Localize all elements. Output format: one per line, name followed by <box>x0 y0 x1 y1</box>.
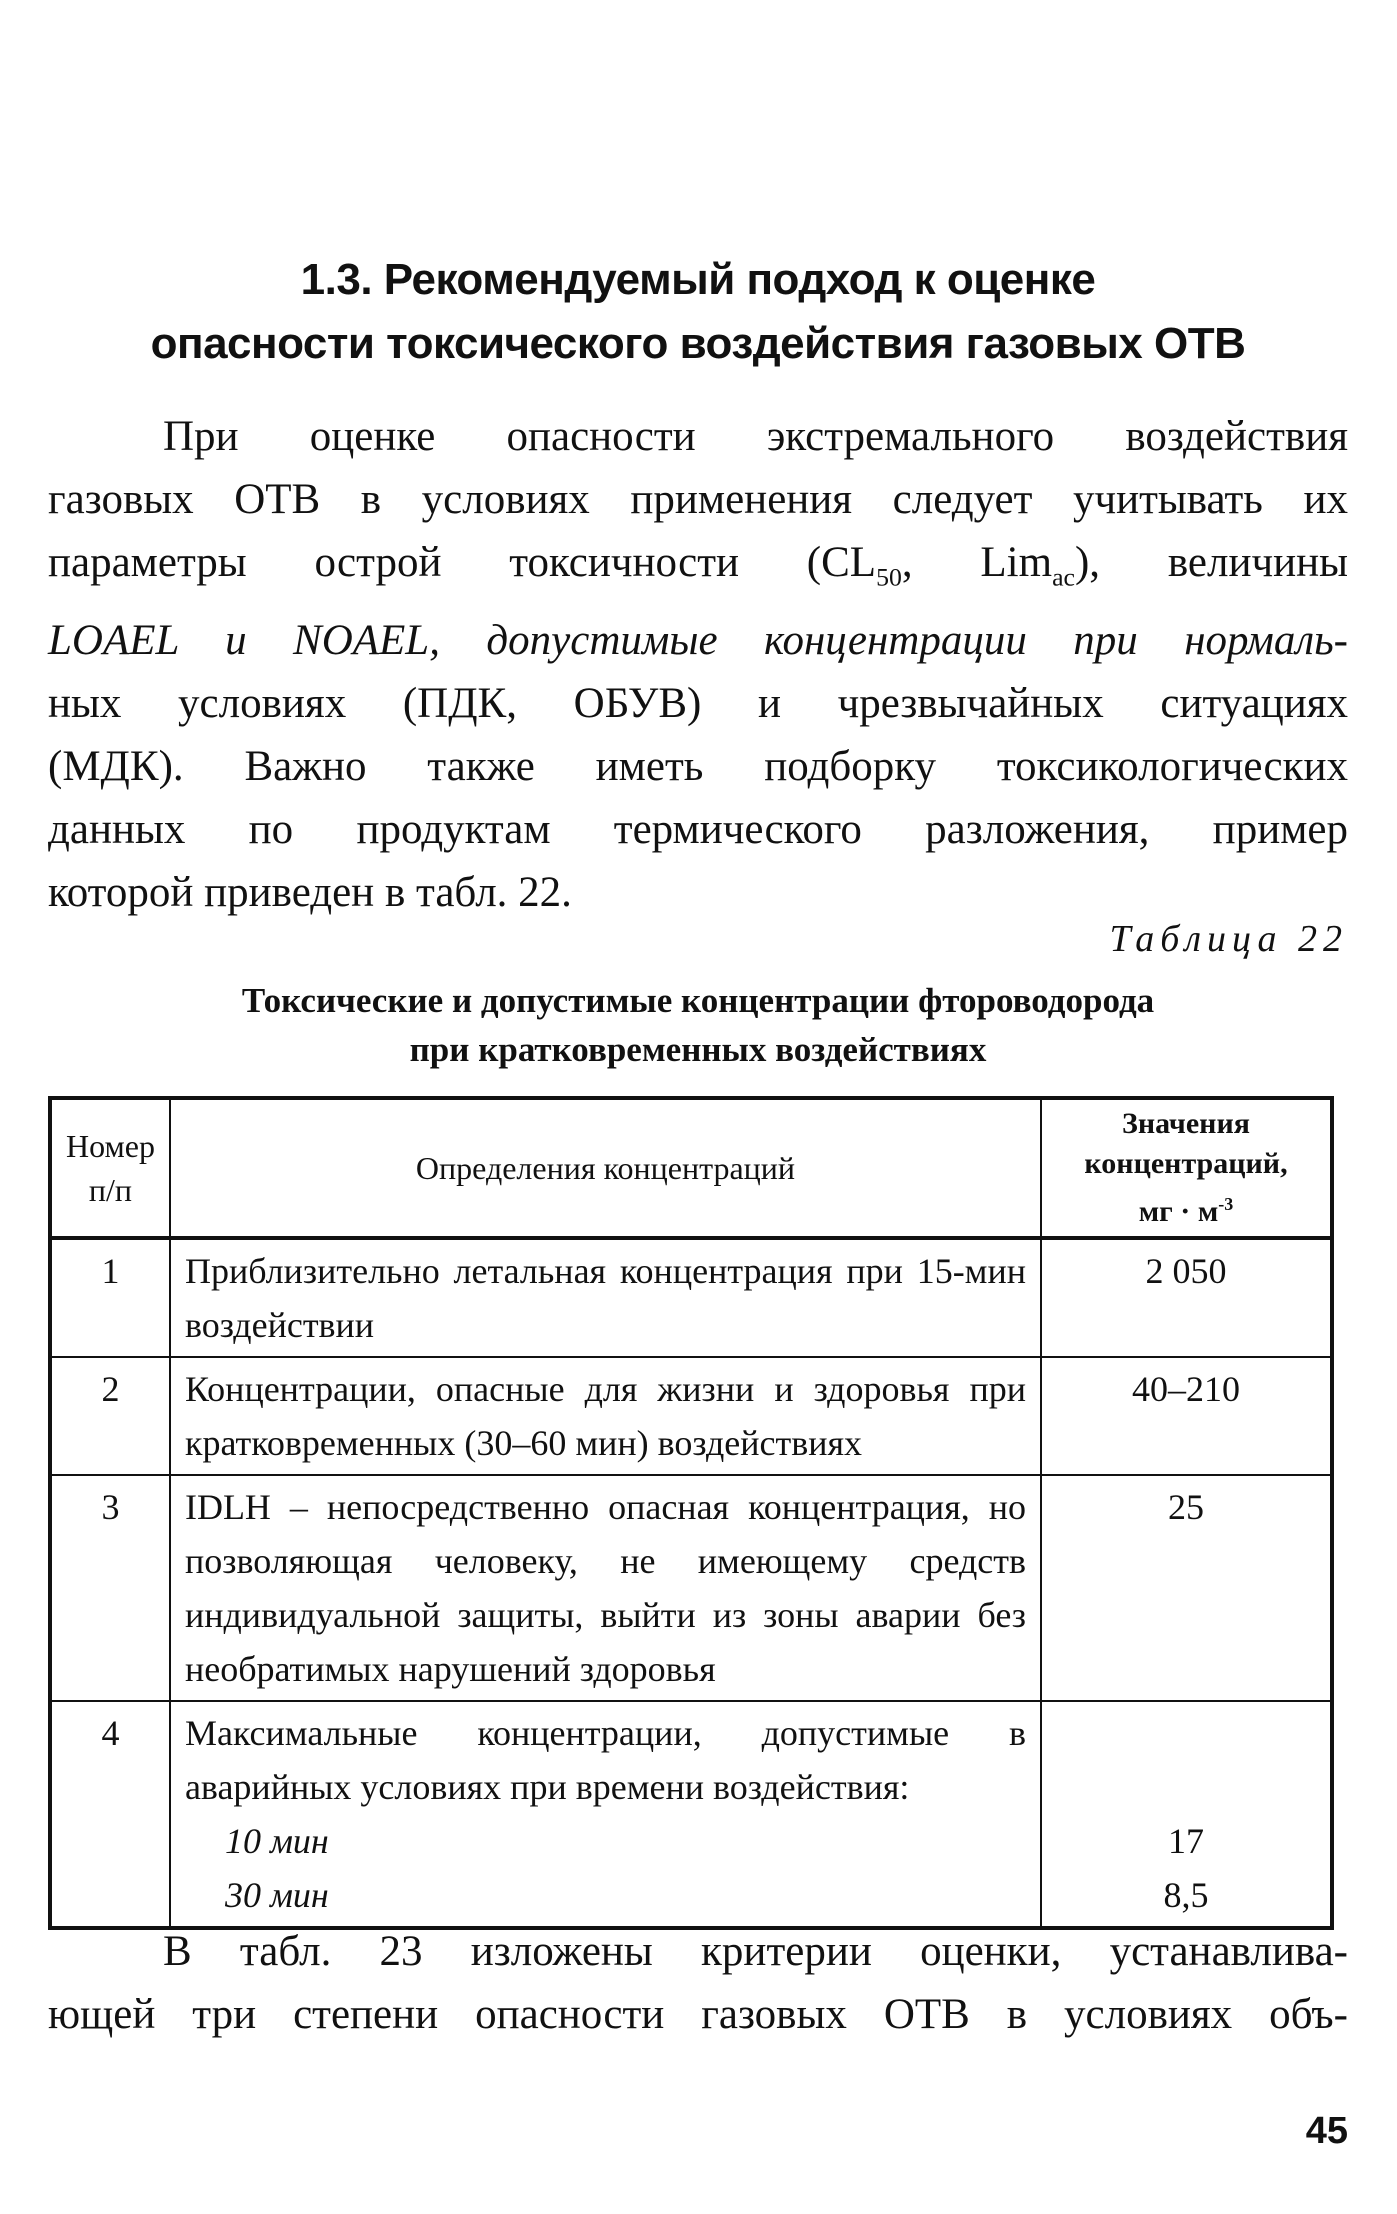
section-title <box>48 248 1348 376</box>
paragraph-line: ющей три степени опасности газовых ОТВ в условиях объ- <box>48 1991 1348 2038</box>
row-value <box>1041 1701 1332 1928</box>
paragraph-line: При оценке опасности экстремального воздействия <box>163 413 1348 460</box>
row-value: 25 <box>1041 1475 1332 1701</box>
paragraph-line: газовых ОТВ в условиях применения следует учитывать их <box>48 476 1348 523</box>
row-value: 40–210 <box>1041 1357 1332 1475</box>
header-number: Номер п/п <box>50 1098 170 1238</box>
paragraph-line: LOAEL и NOAEL, допустимые концентрации при нормаль- <box>48 616 1348 664</box>
section-title-line-1: 1.3. Рекомендуемый подход к оценке <box>300 255 1096 304</box>
row-number: 4 <box>50 1701 170 1928</box>
table-caption <box>48 976 1348 1074</box>
sub-duration-10: 10 мин <box>224 1821 329 1861</box>
paragraph-line: В табл. 23 изложены критерии оценки, устанавлива- <box>163 1928 1348 1975</box>
book-page <box>48 0 1348 2214</box>
row-definition <box>170 1701 1041 1928</box>
table-row <box>50 1701 1332 1928</box>
sub-duration-30: 30 мин <box>224 1875 329 1915</box>
table-row <box>50 1357 1332 1475</box>
row-definition: IDLH – непосредственно опасная концентрация, но позволяющая человеку, не имеющему средств индивидуальной защиты, выйти из зоны аварии без необратимых нарушений здоровья <box>170 1475 1041 1701</box>
table-caption-line-2: при кратковременных воздействиях <box>409 1030 987 1069</box>
closing-paragraph <box>48 1920 1348 2046</box>
sub-value-30: 8,5 <box>1163 1875 1209 1915</box>
concentrations-table <box>48 1096 1334 1930</box>
table-header-row <box>50 1098 1332 1238</box>
paragraph-line: параметры острой токсичности ($CL_{50}$, Lim$_{ac}$), величины <box>48 539 1348 592</box>
sub-value-10: 17 <box>1168 1821 1204 1861</box>
table-row <box>50 1475 1332 1701</box>
intro-paragraph <box>48 405 1348 924</box>
header-value: Значения концентраций, мг · $м^{-3}$ <box>1041 1098 1332 1238</box>
row-number: 3 <box>50 1475 170 1701</box>
table-row <box>50 1238 1332 1357</box>
page-number: 45 <box>1305 2110 1348 2152</box>
header-definition: Определения концентраций <box>170 1098 1041 1238</box>
paragraph-line: которой приведен в табл. 22. <box>48 868 572 916</box>
row-number: 2 <box>50 1357 170 1475</box>
paragraph-line: (МДК). Важно также иметь подборку токсикологических <box>48 742 1348 790</box>
row-definition: Приблизительно летальная концентрация при 15-мин воздействии <box>170 1238 1041 1357</box>
row-definition-text: Максимальные концентрации, допустимые в аварийных условиях при времени воздействия: <box>184 1713 1026 1807</box>
table-label: Таблица 22 <box>1109 918 1348 960</box>
row-definition: Концентрации, опасные для жизни и здоровья при кратковременных (30–60 мин) воздействиях <box>170 1357 1041 1475</box>
row-value: 2 050 <box>1041 1238 1332 1357</box>
section-title-line-2: опасности токсического воздействия газовых ОТВ <box>150 319 1246 368</box>
paragraph-line: данных по продуктам термического разложения, пример <box>48 805 1348 853</box>
row-number: 1 <box>50 1238 170 1357</box>
paragraph-line: ных условиях (ПДК, ОБУВ) и чрезвычайных ситуациях <box>48 679 1348 727</box>
table-caption-line-1: Токсические и допустимые концентрации фтороводорода <box>241 981 1155 1020</box>
